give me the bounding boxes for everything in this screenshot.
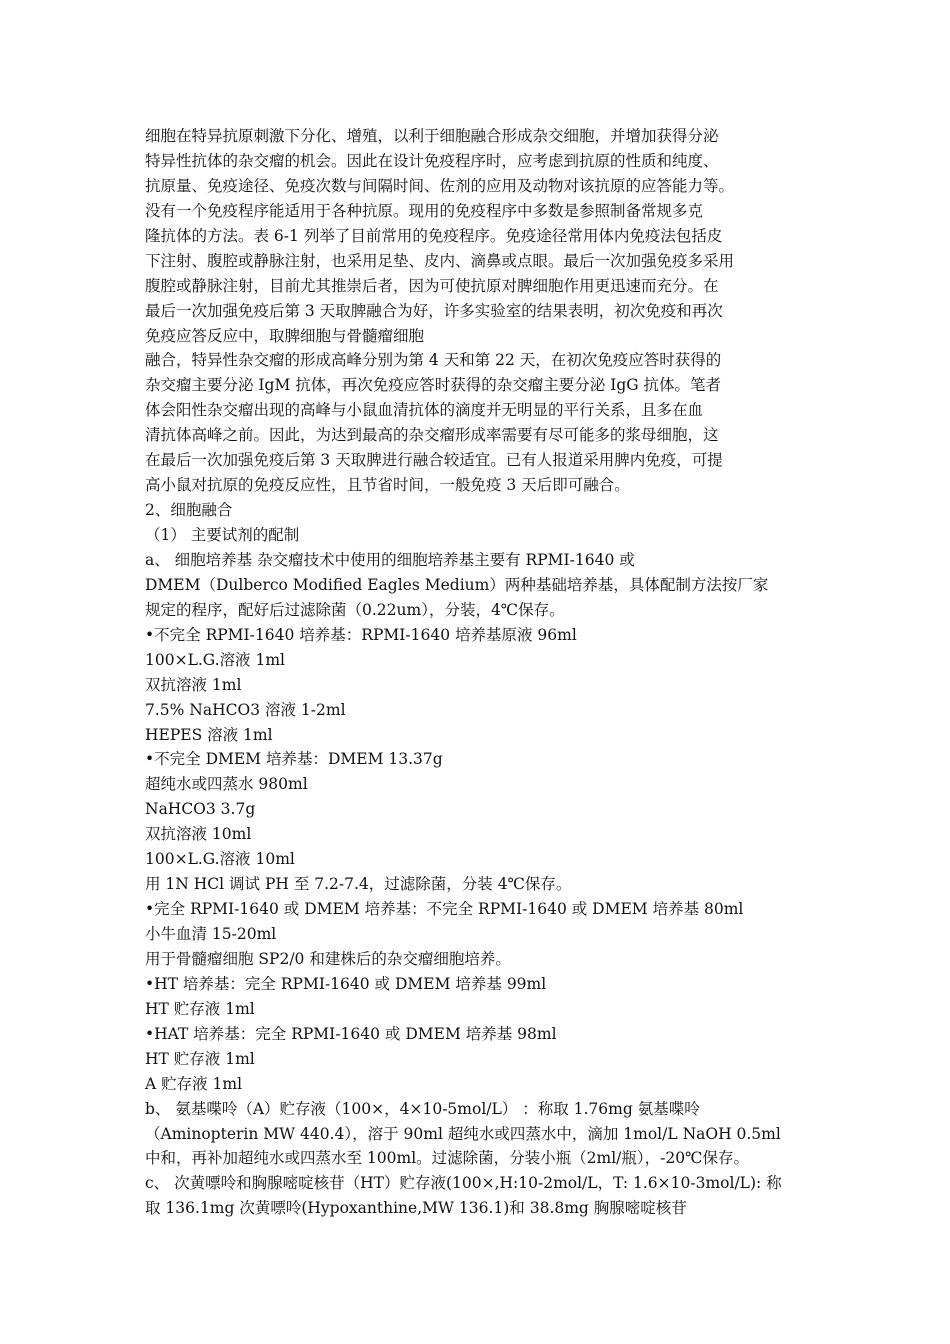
text-line: （Aminopterin MW 440.4），溶于 90ml 超纯水或四蒸水中，滴加 1mol/L NaOH 0.5ml: [145, 1124, 781, 1143]
text-line: 没有一个免疫程序能适用于各种抗原。现用的免疫程序中多数是参照制备常规多克: [145, 201, 704, 220]
text-line: 杂交瘤主要分泌 IgM 抗体，再次免疫应答时获得的杂交瘤主要分泌 IgG 抗体。笔者: [145, 376, 722, 395]
text-line: •不完全 RPMI-1640 培养基：RPMI-1640 培养基原液 96ml: [145, 625, 577, 644]
text-line: 下注射、腹腔或静脉注射，也采用足垫、皮内、滴鼻或点眼。最后一次加强免疫多采用: [145, 251, 735, 270]
text-line: 体会阳性杂交瘤出现的高峰与小鼠血清抗体的滴度并无明显的平行关系，且多在血: [145, 401, 704, 420]
text-line: c、 次黄嘌呤和胸腺嘧啶核苷（HT）贮存液(100×,H:10-2mol/L，T: 1.6×10-3mol/L): 称: [145, 1174, 782, 1193]
text-line: 特异性抗体的杂交瘤的机会。因此在设计免疫程序时，应考虑到抗原的性质和纯度、: [145, 151, 719, 170]
text-line: DMEM（Dulberco Modified Eagles Medium）两种基础培养基，具体配制方法按厂家: [145, 575, 769, 594]
text-line: A 贮存液 1ml: [145, 1074, 243, 1093]
text-line: 融合，特异性杂交瘤的形成高峰分别为第 4 天和第 22 天，在初次免疫应答时获得的: [145, 351, 722, 370]
text-line: NaHCO3 3.7g: [145, 800, 256, 819]
text-line: 抗原量、免疫途径、免疫次数与间隔时间、佐剂的应用及动物对该抗原的应答能力等。: [145, 176, 735, 195]
text-line: HT 贮存液 1ml: [145, 1049, 255, 1068]
text-line: HT 贮存液 1ml: [145, 999, 255, 1018]
text-line: 用 1N HCl 调试 PH 至 7.2-7.4，过滤除菌，分装 4℃保存。: [145, 875, 572, 894]
text-line: 双抗溶液 10ml: [145, 825, 252, 844]
text-line: 100×L.G.溶液 10ml: [145, 850, 295, 869]
text-line: 细胞在特异抗原刺激下分化、增殖，以利于细胞融合形成杂交细胞，并增加获得分泌: [145, 127, 719, 145]
text-line: •HT 培养基：完全 RPMI-1640 或 DMEM 培养基 99ml: [145, 974, 547, 993]
text-line: 取 136.1mg 次黄嘌呤(Hypoxanthine,MW 136.1)和 38.8mg 胸腺嘧啶核苷: [145, 1199, 687, 1218]
text-line: 免疫应答反应中，取脾细胞与骨髓瘤细胞: [145, 326, 425, 345]
text-line: 清抗体高峰之前。因此，为达到最高的杂交瘤形成率需要有尽可能多的浆母细胞，这: [145, 426, 719, 445]
text-line: a、 细胞培养基 杂交瘤技术中使用的细胞培养基主要有 RPMI-1640 或: [145, 550, 635, 569]
text-line: 规定的程序，配好后过滤除菌（0.22um），分装，4℃保存。: [145, 600, 565, 619]
text-line: 双抗溶液 1ml: [145, 675, 242, 694]
text-line: •HAT 培养基：完全 RPMI-1640 或 DMEM 培养基 98ml: [145, 1024, 557, 1043]
text-line: 在最后一次加强免疫后第 3 天取脾进行融合较适宜。已有人报道采用脾内免疫，可提: [145, 451, 723, 470]
text-line: 2、细胞融合: [145, 501, 233, 520]
text-line: （1） 主要试剂的配制: [145, 526, 300, 544]
text-line: 腹腔或静脉注射，目前尤其推崇后者，因为可使抗原对脾细胞作用更迅速而充分。在: [145, 276, 719, 295]
text-line: 中和，再补加超纯水或四蒸水至 100ml。过滤除菌，分装小瓶（2ml/瓶），-20℃保存。: [145, 1149, 749, 1168]
text-line: 小牛血清 15-20ml: [145, 925, 277, 943]
document-body: [145, 124, 835, 1221]
text-line: 100×L.G.溶液 1ml: [145, 650, 285, 669]
text-line: 隆抗体的方法。表 6-1 列举了目前常用的免疫程序。免疫途径常用体内免疫法包括皮: [145, 226, 723, 245]
text-line: 最后一次加强免疫后第 3 天取脾融合为好，许多实验室的结果表明，初次免疫和再次: [145, 301, 723, 320]
text-line: •不完全 DMEM 培养基：DMEM 13.37g: [145, 750, 443, 769]
text-line: 7.5% NaHCO3 溶液 1-2ml: [145, 700, 346, 719]
text-line: •完全 RPMI-1640 或 DMEM 培养基：不完全 RPMI-1640 或 DMEM 培养基 80ml: [145, 900, 744, 919]
text-line: HEPES 溶液 1ml: [145, 725, 273, 744]
text-line: 用于骨髓瘤细胞 SP2/0 和建株后的杂交瘤细胞培养。: [145, 949, 511, 968]
text-line: b、 氨基喋呤（A）贮存液（100×，4×10-5mol/L） ：称取 1.76mg 氨基喋呤: [145, 1099, 700, 1118]
text-line: 高小鼠对抗原的免疫反应性，且节省时间，一般免疫 3 天后即可融合。: [145, 476, 630, 495]
text-line: 超纯水或四蒸水 980ml: [145, 775, 308, 794]
